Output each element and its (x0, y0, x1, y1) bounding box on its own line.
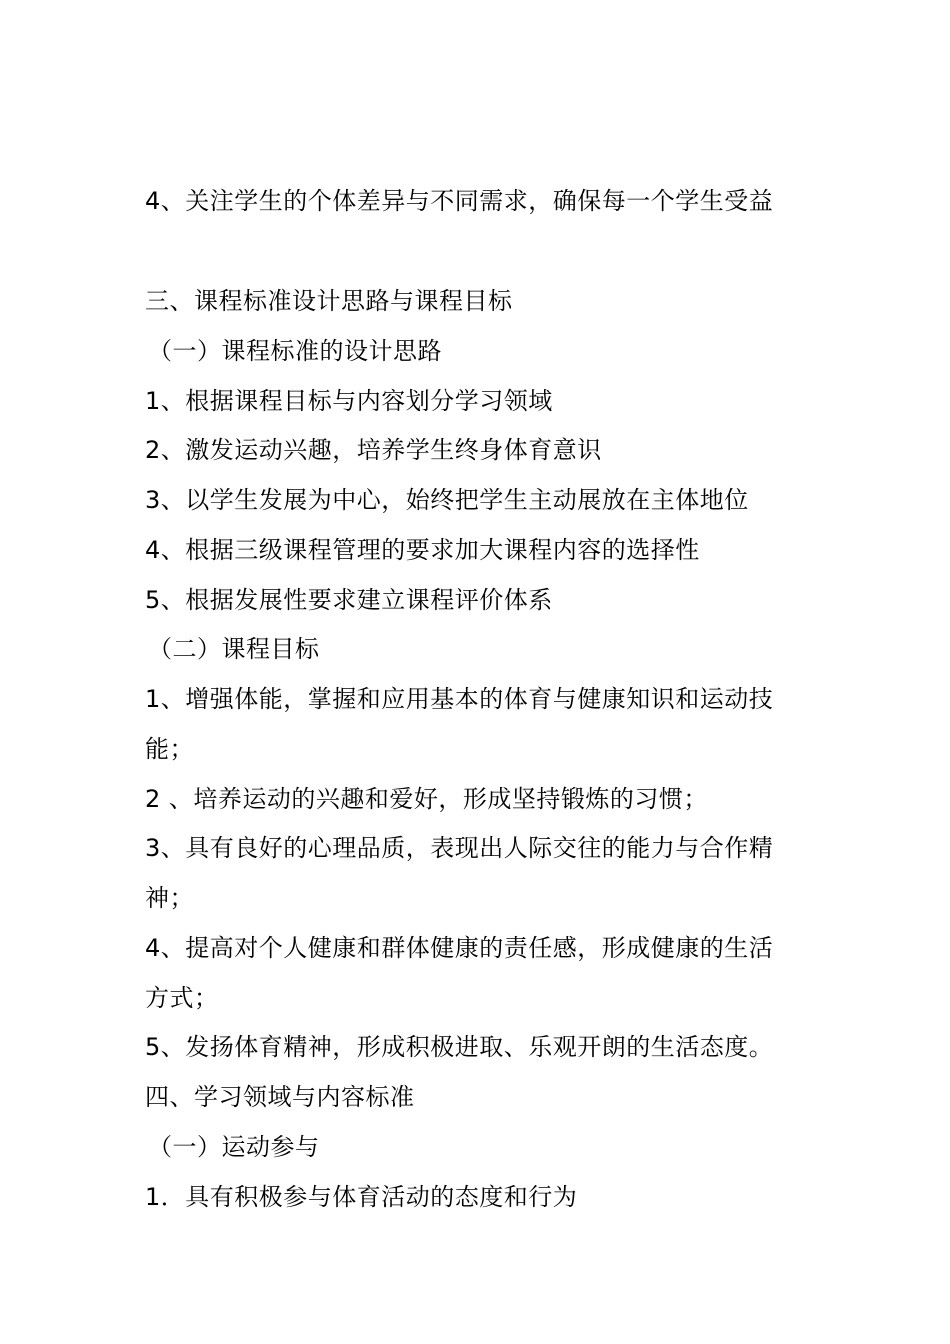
list-item: 5、发扬体育精神，形成积极进取、乐观开朗的生活态度。 (145, 1033, 774, 1061)
list-item: 1、根据课程目标与内容划分学习领域 (145, 387, 553, 415)
subsection-heading: （一）课程标准的设计思路 (148, 337, 442, 365)
list-item-continuation: 能； (145, 735, 194, 763)
section-heading: 三、课程标准设计思路与课程目标 (145, 287, 513, 315)
section-heading: 四、学习领域与内容标准 (145, 1083, 415, 1111)
subsection-heading: （二）课程目标 (148, 635, 320, 663)
list-item: 4、根据三级课程管理的要求加大课程内容的选择性 (145, 536, 700, 564)
list-item: 3、具有良好的心理品质，表现出人际交往的能力与合作精 (145, 834, 774, 862)
list-item: 3、以学生发展为中心，始终把学生主动展放在主体地位 (145, 486, 749, 514)
subsection-heading: （一）运动参与 (148, 1133, 320, 1161)
list-item: 2、激发运动兴趣，培养学生终身体育意识 (145, 436, 602, 464)
list-item: 1、增强体能，掌握和应用基本的体育与健康知识和运动技 (145, 685, 774, 713)
list-item-continuation: 神； (145, 884, 194, 912)
list-item: 5、根据发展性要求建立课程评价体系 (145, 586, 553, 614)
list-item: 4、提高对个人健康和群体健康的责任感，形成健康的生活 (145, 934, 774, 962)
list-item: 4、关注学生的个体差异与不同需求，确保每一个学生受益 (145, 187, 774, 215)
list-item: 1．具有积极参与体育活动的态度和行为 (145, 1183, 578, 1211)
list-item: 2 、培养运动的兴趣和爱好，形成坚持锻炼的习惯； (145, 785, 708, 813)
list-item-continuation: 方式； (145, 984, 219, 1012)
